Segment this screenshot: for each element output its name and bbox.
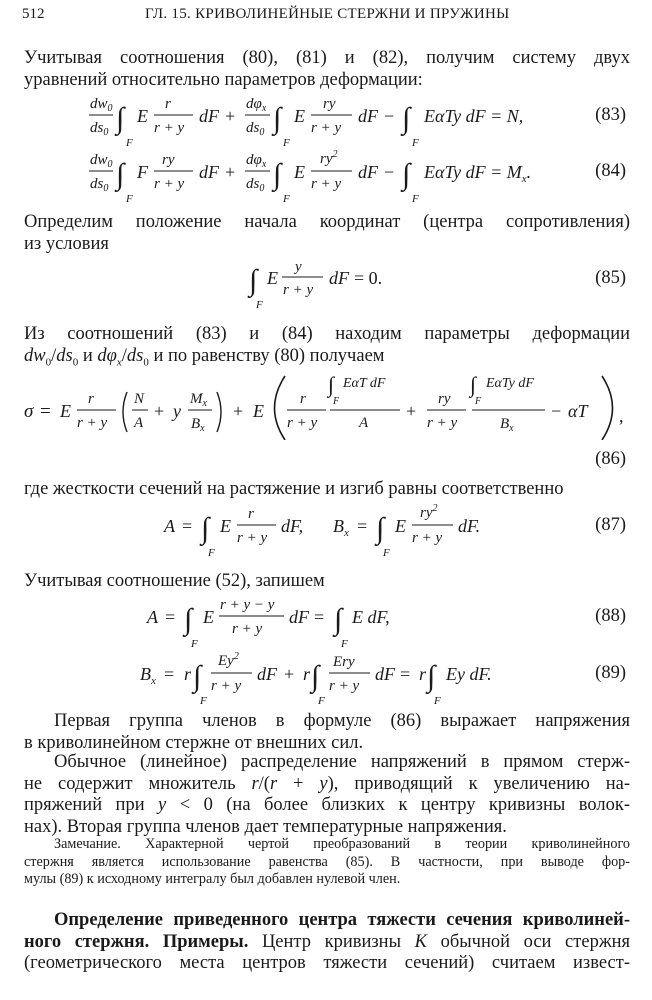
svg-text:−: − [384, 106, 395, 126]
svg-text:∫: ∫ [116, 158, 125, 191]
svg-text:EαT dF: EαT dF [343, 376, 386, 391]
svg-text:F: F [475, 396, 482, 407]
page-number: 512 [22, 6, 45, 22]
svg-text:r: r [303, 664, 311, 684]
svg-text:E: E [267, 268, 278, 288]
text-fragment: Центр кривизны [248, 931, 415, 952]
svg-text:EαTy dF = N,: EαTy dF = N, [424, 106, 524, 126]
svg-text:r + y: r + y [154, 176, 185, 192]
svg-text:F: F [256, 299, 263, 311]
svg-text:Mx: $M_x$ [190, 391, 207, 409]
svg-text:dφx: $d\varphi_x$ [246, 152, 267, 170]
section-heading-continued: ного стержня. Примеры. [24, 931, 249, 952]
svg-text:F: F [126, 137, 133, 149]
svg-text:F: F [412, 193, 419, 205]
text-line: Первая группа членов в формуле (86) выражает напряжения [54, 711, 630, 731]
equation-number: (86) [595, 449, 626, 469]
svg-text:E: E [60, 401, 71, 421]
svg-text:+: + [225, 162, 236, 182]
svg-text:ry: ry [323, 96, 336, 112]
svg-text:E dF,: E dF, [352, 607, 390, 627]
svg-text:E: E [395, 516, 406, 536]
equation-86 [0, 370, 652, 440]
svg-text:r + y: r + y [237, 530, 268, 546]
equation-number: (87) [595, 515, 626, 535]
svg-text:∫: ∫ [116, 102, 125, 135]
text-line: Из соотношений (83) и (84) находим параметры деформации [24, 324, 630, 344]
svg-text:dF,: dF, [281, 516, 304, 536]
text-line: Обычное (линейное) распределение напряжений в прямом стерж- [54, 752, 630, 772]
text-line: Учитывая соотношение (52), запишем [24, 571, 325, 591]
paragraph-linear [24, 752, 630, 838]
svg-text:r + y − y: r + y − y [220, 597, 275, 613]
equation-83 [0, 88, 652, 150]
svg-text:E: E [294, 162, 305, 182]
text-line: Учитывая соотношения (80), (81) и (82), получим систему двух [24, 48, 630, 68]
svg-text:=: = [314, 607, 325, 627]
svg-text:αT: αT [568, 401, 588, 421]
svg-text:EαTy dF = Mx.: EαTy dF = $M_x$. [424, 162, 532, 185]
svg-text:ry: ry [438, 391, 451, 407]
svg-text:+: + [154, 401, 165, 421]
text-line: стержня является использование равенства (85). В частности, при выводе фор- [24, 853, 630, 870]
svg-text:r + y: r + y [211, 678, 242, 694]
svg-text:dF: dF [257, 664, 277, 684]
section-reduced-centroid [24, 910, 630, 975]
svg-text:σ: σ [24, 401, 34, 422]
svg-text:Bx: $B_x$ [191, 416, 205, 434]
text-line: нах). Вторая группа членов дает температурные напряжения. [24, 816, 507, 837]
remark-note [24, 836, 630, 889]
text-line: уравнений относительно параметров деформации: [24, 69, 423, 90]
text-line: $dw_0/ds_0$ и $d\varphi_x/ds_0$ и по равенству (80) получаем [24, 345, 385, 369]
svg-text:ry2: $ry^2$ [420, 503, 438, 521]
svg-text:r + y: r + y [154, 120, 185, 136]
svg-text:F: F [283, 137, 290, 149]
svg-text:dF: dF [358, 106, 378, 126]
svg-text:ry: ry [162, 152, 175, 168]
svg-text:A: A [134, 415, 144, 431]
svg-text:r: r [300, 391, 306, 407]
svg-text:E: E [294, 106, 305, 126]
svg-text:∫: ∫ [470, 372, 477, 397]
svg-text:=: = [400, 664, 411, 684]
svg-text:r + y: r + y [427, 415, 458, 431]
svg-text:=: = [165, 607, 176, 627]
equation-number: (89) [595, 663, 626, 683]
text-line: где жесткости сечений на растяжение и изгиб равны соответственно [24, 479, 564, 499]
svg-text:+: + [225, 106, 236, 126]
svg-text:E: E [137, 106, 148, 126]
text-fragment: (на более близких к центру кривизны волок- [212, 795, 630, 815]
svg-text:A: A [164, 516, 175, 536]
svg-text:EαTy dF: EαTy dF [486, 376, 534, 391]
svg-text:y: y [173, 401, 181, 421]
svg-text:F: F [383, 547, 390, 559]
equation-number: (88) [595, 606, 626, 626]
svg-text:dF.: dF. [458, 516, 481, 536]
paragraph-relation [24, 571, 630, 593]
paragraph-params [24, 324, 630, 367]
svg-text:= 0.: = 0. [354, 268, 383, 288]
svg-text:∫: ∫ [402, 102, 411, 135]
svg-text:F: F [412, 137, 419, 149]
svg-text:F: F [200, 695, 207, 707]
svg-text:r + y: r + y [311, 120, 342, 136]
svg-text:dF: dF [199, 162, 219, 182]
svg-text:r + y: r + y [287, 415, 318, 431]
svg-text:E: E [253, 401, 264, 421]
svg-text:F: F [333, 396, 340, 407]
text-fragment: пряжений при [24, 795, 159, 815]
equation-number: (83) [595, 105, 626, 125]
svg-text:ds0: $ds_0$ [90, 120, 109, 138]
svg-text:∫: ∫ [249, 264, 258, 297]
svg-text:E: E [220, 516, 231, 536]
svg-text:F: F [137, 162, 148, 182]
svg-text:=: = [182, 516, 193, 536]
svg-text:∫: ∫ [201, 512, 210, 545]
svg-text:F: F [208, 547, 215, 559]
svg-text:y: y [295, 259, 302, 275]
svg-text:F: F [434, 695, 441, 707]
svg-text:dF: dF [375, 664, 395, 684]
svg-text:+: + [284, 664, 295, 684]
text-line: в криволинейном стержне от внешних сил. [24, 732, 364, 753]
equation-87 [0, 500, 652, 560]
svg-text:r + y: r + y [283, 282, 314, 298]
text-line: (геометрического места центров тяжести сечений) считаем извест- [24, 953, 630, 973]
svg-text:dF: dF [358, 162, 378, 182]
equation-85 [0, 252, 652, 312]
text-line: не содержит множитель r/(r + y), приводящий к увеличению на- [24, 773, 630, 794]
svg-text:,: , [619, 406, 624, 426]
svg-text:Bx: $B_x$ [333, 516, 349, 539]
svg-text:−: − [551, 401, 562, 421]
equation-number: (85) [595, 268, 626, 288]
svg-text:r + y: r + y [77, 415, 108, 431]
equation-89 [0, 648, 652, 708]
text-fragment: не содержит множитель [24, 773, 252, 794]
text-fragment: и по равенству (80) получаем [148, 345, 385, 366]
svg-text:F: F [318, 695, 325, 707]
paragraph-origin [24, 212, 630, 255]
paragraph-first-group [24, 711, 630, 754]
svg-text:−: − [384, 162, 395, 182]
svg-text:r: r [248, 506, 254, 522]
svg-text:r + y: r + y [311, 176, 342, 192]
svg-text:∫: ∫ [427, 660, 436, 693]
text-line: мулы (89) к исходному интегралу был добавлен нулевой член. [24, 871, 401, 887]
paragraph-stiffness [24, 479, 630, 501]
svg-text:F: F [126, 193, 133, 205]
svg-text:=: = [357, 516, 368, 536]
text-line: Определим положение начала координат (центра сопротивления) [24, 212, 630, 232]
svg-text:r: r [184, 664, 192, 684]
paragraph-intro [24, 48, 630, 91]
running-header [22, 6, 630, 28]
svg-text:∫: ∫ [311, 660, 320, 693]
text-fragment: , приводящий к увеличению на- [333, 773, 630, 794]
svg-text:∫: ∫ [273, 158, 282, 191]
svg-text:ry2: $ry^2$ [320, 149, 338, 167]
svg-text:r + y: r + y [412, 530, 443, 546]
svg-text:∫: ∫ [193, 660, 202, 693]
text-line: ного стержня. Примеры. Центр кривизны K обычной оси стержня [24, 931, 631, 952]
svg-text:r + y: r + y [329, 678, 360, 694]
svg-text:∫: ∫ [184, 603, 193, 636]
text-fragment: обычной оси стержня [426, 931, 631, 952]
svg-text:+: + [233, 401, 244, 421]
svg-text:F: F [191, 638, 198, 650]
svg-text:∫: ∫ [334, 603, 343, 636]
svg-text:dw0: $dw_0$ [90, 152, 113, 170]
svg-text:dφx: $d\varphi_x$ [246, 96, 267, 114]
svg-text:=: = [40, 401, 51, 422]
svg-text:∫: ∫ [376, 512, 385, 545]
svg-text:F: F [341, 638, 348, 650]
svg-text:ds0: $ds_0$ [246, 120, 265, 138]
svg-text:A: A [147, 607, 158, 627]
text-line: Замечание. Характерной чертой преобразований в теории криволинейного [54, 836, 630, 852]
equation-number: (84) [595, 161, 626, 181]
svg-text:Bx: $B_x$ [500, 416, 514, 434]
text-line: пряжений при y < 0 (на более близких к центру кривизны волок- [24, 795, 630, 815]
text-line: из условия [24, 233, 109, 254]
svg-text:A: A [359, 415, 369, 431]
svg-text:+: + [406, 401, 417, 421]
svg-text:dF: dF [199, 106, 219, 126]
svg-text:∫: ∫ [328, 372, 335, 397]
svg-text:∫: ∫ [402, 158, 411, 191]
svg-text:r + y: r + y [232, 621, 263, 637]
svg-text:r: r [88, 391, 94, 407]
running-title: ГЛ. 15. КРИВОЛИНЕЙНЫЕ СТЕРЖНИ И ПРУЖИНЫ [145, 6, 510, 22]
section-heading: Определение приведенного центра тяжести сечения криволиней- [54, 910, 630, 930]
svg-text:Ery: Ery [333, 654, 355, 670]
svg-text:dw0: $dw_0$ [90, 96, 113, 114]
svg-text:Ey2: Ey$^2$ [218, 651, 239, 669]
svg-text:F: F [283, 193, 290, 205]
svg-text:Bx: $B_x$ [140, 664, 156, 687]
svg-text:r: r [419, 664, 427, 684]
svg-text:dF: dF [329, 268, 349, 288]
svg-text:N: N [134, 391, 145, 407]
svg-text:dF: dF [289, 607, 309, 627]
svg-text:ds0: $ds_0$ [246, 176, 265, 194]
svg-text:E: E [203, 607, 214, 627]
svg-text:ds0: $ds_0$ [90, 176, 109, 194]
svg-text:r: r [165, 96, 171, 112]
equation-84 [0, 144, 652, 206]
svg-text:Ey dF.: Ey dF. [446, 664, 492, 684]
svg-text:∫: ∫ [273, 102, 282, 135]
svg-text:=: = [164, 664, 175, 684]
equation-88 [0, 592, 652, 650]
